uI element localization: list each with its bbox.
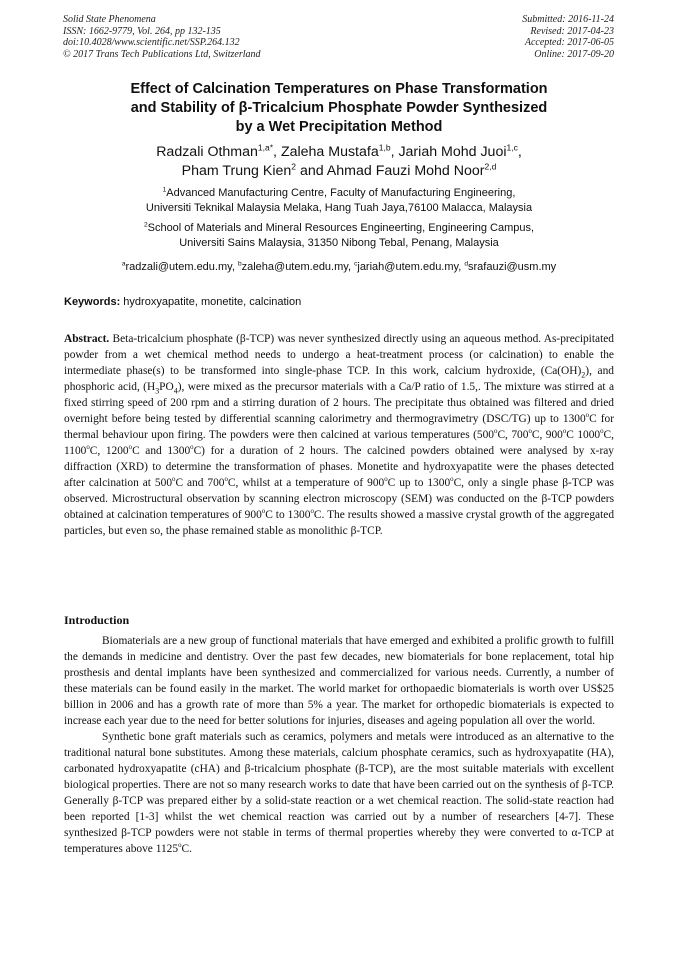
doi[interactable]: doi:10.4028/www.scientific.net/SSP.264.132: [63, 37, 240, 48]
abstract: [64, 331, 614, 539]
email-mark: b: [237, 260, 242, 268]
author-name: Pham Trung Kien: [181, 162, 292, 179]
abstract-text: C, 700: [497, 429, 529, 441]
abstract-text: Beta-tricalcium phosphate (β-TCP) was never synthesized directly using an aqueous method. As-precipitated powder from a wet chemical method needs to undergo a heat-treatment process (or calcination) to enable the intermediate phase(s) to be transformed into single-phase TCP. In this work, calcium hydroxide, (Ca(OH): [64, 333, 614, 377]
email-link[interactable]: zaleha@utem.edu.my,: [241, 261, 355, 273]
abstract-text: C. The results showed a massive crystal growth of the aggregated particles, but even so, the phase remained stable as monolithic β-TCP.: [64, 509, 615, 537]
author-separator: ,: [390, 144, 399, 160]
abstract-label: Abstract.: [64, 333, 110, 345]
degree-mark: o: [128, 444, 133, 452]
issn: ISSN: 1662-9779, Vol. 264, pp 132-135: [63, 25, 221, 37]
keywords-text: hydroxyapatite, monetite, calcination: [120, 296, 302, 308]
author-name: Jariah Mohd Juoi: [398, 144, 507, 160]
email-line: [60, 260, 618, 275]
degree-mark: o: [585, 412, 590, 420]
degree-mark: o: [494, 428, 498, 436]
paragraph: Biomaterials are a new group of functional materials that have emerged and exhibited a prolific growth to fulfill the demands in medicine and dentistry. Over the past few decades, new biomaterials for bone replacement, total hip prosthesis and dental implants have been synthesized and commercialized for various needs. Currently, a number of these materials can be found easily in the market. The world market for orthopaedic biomaterials is worth over US$25 billion in 2006 and has a growth rate of more than 5% a year. The market for orthopedic biomaterials is expected to increase each year due to the need for better solutions for injuries, diseases and ageing population all over the world.: [64, 635, 614, 727]
affiliation-1: [60, 186, 618, 215]
revised-date: Revised: 2017-04-23: [530, 25, 614, 37]
email-mark: c: [354, 260, 358, 268]
abstract-text: ), and phosphoric acid, (H: [64, 365, 614, 393]
abstract-text: C 1000: [566, 429, 601, 441]
keywords: [64, 296, 301, 308]
affiliation-number: 1: [162, 186, 167, 194]
email-mark: a: [121, 260, 126, 268]
abstract-text: C to 1300: [265, 509, 311, 521]
abstract-text: PO: [159, 381, 174, 393]
author-affiliation-mark: 1,c: [506, 142, 518, 153]
degree-mark: o: [528, 428, 532, 436]
journal-header-left: [63, 14, 261, 60]
author-emails: [60, 260, 618, 275]
affiliation-number: 2: [143, 221, 148, 229]
paragraph-text: Synthetic bone graft materials such as ceramics, polymers and metals were introduced as an alternative to the traditional natural bone substitutes. Among these materials, calcium phosphate ceramics, such as hydroxyapatite (HA), carbonated hydroxyapatite (cHA) and β-tricalcium phosphate (β-TCP), are the most suitable materials with excellent biological properties. There are not so many research works to date that have been carried out on the synthesis of β-TCP. Generally β-TCP was prepared either by a solid-state reaction or a wet chemical reaction. The solid-state reaction had been reported [1-3] whilst the wet chemical reaction was carried out by a number of researchers [4-7]. These synthesized β-TCP powders were not stable in terms of thermal properties whereby they were converted to α-TCP at temperatures above 1125: [64, 731, 614, 855]
degree-mark: o: [261, 508, 266, 516]
affiliation-text: Universiti Sains Malaysia, 31350 Nibong Tebal, Penang, Malaysia: [179, 236, 499, 249]
degree-mark: o: [450, 476, 454, 484]
title-line: Effect of Calcination Temperatures on Phase Transformation: [130, 81, 548, 97]
keywords-label: Keywords:: [64, 296, 121, 308]
subscript: 4: [173, 386, 178, 396]
affiliation-line: [60, 221, 618, 236]
subscript: 2: [581, 370, 586, 380]
author-separator: ,: [517, 144, 522, 160]
email-link[interactable]: srafauzi@usm.my: [468, 261, 557, 273]
degree-mark: o: [600, 428, 604, 436]
paragraph-text: C.: [181, 843, 192, 855]
abstract-text: C, 900: [531, 429, 563, 441]
degree-mark: o: [190, 444, 194, 452]
affiliation-text: School of Materials and Mineral Resources Engineerting, Engineering Campus,: [147, 222, 535, 234]
abstract-text: C, whilst at a temperature of 900: [227, 477, 385, 489]
online-date: Online: 2017-09-20: [534, 48, 614, 60]
author-separator: and: [296, 162, 327, 179]
degree-mark: o: [224, 476, 228, 484]
author-list: [90, 143, 588, 180]
affiliation-line: [60, 186, 618, 201]
affiliation-2: [60, 221, 618, 250]
accepted-date: Accepted: 2017-06-05: [524, 37, 614, 48]
abstract-text: C, 1200: [89, 445, 129, 457]
email-link[interactable]: radzali@utem.edu.my,: [125, 261, 238, 273]
introduction-body: [64, 633, 614, 857]
abstract-text: C) for a duration of 2 hours. The calcined powders obtained were analysed by x-ray diffraction (XRD) to determine the transformation of phases. Monetite and hydroxyapatite were the phases detected after calcination at 500: [64, 445, 614, 489]
author-name: Ahmad Fauzi Mohd Noor: [326, 162, 485, 179]
email-link[interactable]: jariah@utem.edu.my,: [357, 261, 465, 273]
author-affiliation-mark: 2,d: [484, 160, 497, 171]
degree-mark: o: [562, 428, 567, 436]
title-line: and Stability of β-Tricalcium Phosphate Powder Synthesized: [130, 100, 548, 116]
abstract-text: ), were mixed as the precursor materials with a Ca/P ratio of 1.5,. The mixture was stirred at a fixed stirring speed of 200 rpm and a stirring duration of 2 hours. The precipitate thus obtained was filtered and dried overnight before being tested by differential scanning calorimetry and thermogravimetry (DSC/TG) up to 1300: [64, 381, 615, 425]
degree-mark: o: [384, 476, 388, 484]
subscript: 3: [155, 386, 160, 396]
affiliation-text: Universiti Teknikal Malaysia Melaka, Hang Tuah Jaya,76100 Malacca, Malaysia: [145, 201, 533, 214]
section-heading-introduction: Introduction: [64, 613, 130, 627]
paper-title: [90, 80, 588, 137]
author-line: [90, 143, 588, 162]
author-name: Zaleha Mustafa: [280, 144, 379, 160]
author-affiliation-mark: 2: [291, 160, 297, 171]
affiliation-text: Advanced Manufacturing Centre, Faculty of Manufacturing Engineering,: [166, 187, 516, 199]
journal-header-right: [522, 14, 614, 60]
degree-mark: o: [178, 842, 182, 850]
abstract-text: C, 1100: [64, 429, 614, 457]
title-line: by a Wet Precipitation Method: [235, 119, 443, 135]
author-separator: ,: [273, 144, 281, 160]
paragraph: [64, 729, 614, 857]
journal-name: Solid State Phenomena: [63, 14, 156, 25]
degree-mark: o: [310, 508, 314, 516]
abstract-text: C up to 1300: [387, 477, 451, 489]
author-name: Radzali Othman: [156, 144, 258, 160]
author-affiliation-mark: 1,a*: [257, 142, 274, 153]
degree-mark: o: [172, 476, 176, 484]
copyright: © 2017 Trans Tech Publications Ltd, Switzerland: [63, 48, 261, 60]
email-mark: d: [464, 260, 468, 268]
abstract-text: C and 1300: [132, 445, 191, 457]
abstract-text: C and 700: [175, 477, 225, 489]
author-affiliation-mark: 1,b: [378, 142, 391, 153]
abstract-text: C, only a single phase β-TCP was observed. Microstructural observation by scanning electron microscopy (SEM) was conducted on the β-TCP powders obtained at calcination temperatures of 900: [64, 477, 614, 521]
abstract-text: C for thermal behaviour upon firing. The powders were then calcined at various temperatures (500: [64, 413, 614, 441]
submitted-date: Submitted: 2016-11-24: [522, 14, 614, 25]
degree-mark: o: [86, 444, 90, 452]
author-line: [90, 162, 588, 181]
